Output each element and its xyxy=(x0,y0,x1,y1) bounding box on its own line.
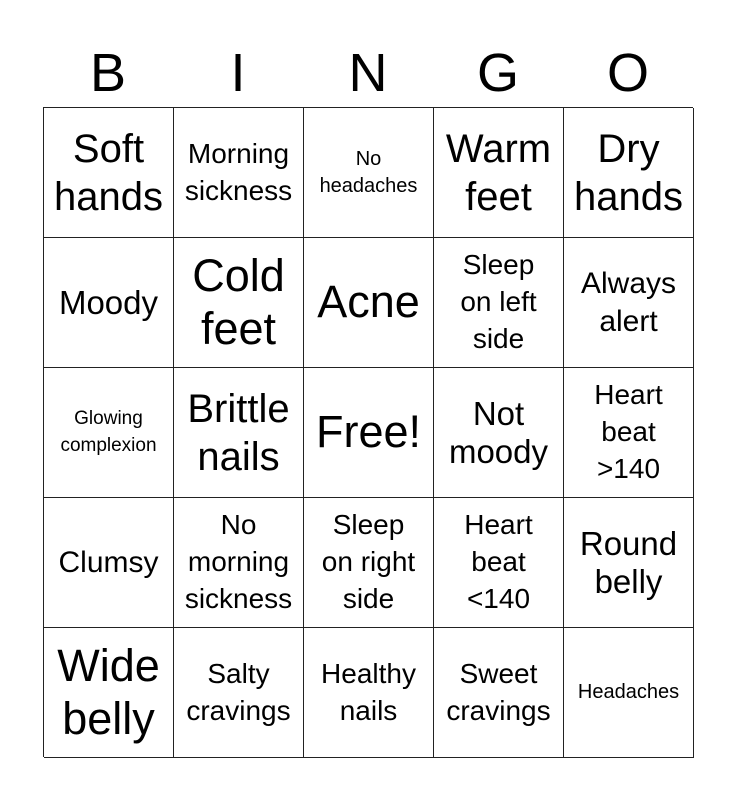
bingo-cell-label: Heart beat <140 xyxy=(464,509,533,614)
bingo-cell[interactable] xyxy=(44,368,174,498)
bingo-cell[interactable] xyxy=(304,108,434,238)
bingo-cell-label: Clumsy xyxy=(58,545,159,579)
bingo-cell[interactable] xyxy=(434,108,564,238)
bingo-cell-label: Sleep on left side xyxy=(460,249,537,354)
bingo-cell-label: Free! xyxy=(315,406,422,458)
bingo-cell[interactable] xyxy=(174,628,304,758)
bingo-cell[interactable] xyxy=(174,498,304,628)
header-letter-g: G xyxy=(476,43,519,103)
bingo-cell-label: Acne xyxy=(317,276,420,328)
header-letter-b: B xyxy=(89,43,127,103)
bingo-cell-label: Healthy nails xyxy=(321,657,416,726)
bingo-cell[interactable] xyxy=(304,498,434,628)
bingo-cell[interactable] xyxy=(564,108,694,238)
bingo-cell-label: Morning sickness xyxy=(184,137,293,206)
bingo-cell-label: Round belly xyxy=(579,524,678,600)
bingo-cell-label: Warm feet xyxy=(445,126,552,219)
bingo-header xyxy=(43,40,693,106)
bingo-cell[interactable] xyxy=(564,238,694,368)
bingo-card-grid xyxy=(43,107,693,757)
bingo-cell-label: Sleep on right side xyxy=(321,509,416,614)
bingo-cell-label: Wide belly xyxy=(57,639,160,744)
bingo-cell[interactable] xyxy=(304,238,434,368)
bingo-cell[interactable] xyxy=(564,368,694,498)
header-letter-o: O xyxy=(606,43,649,103)
bingo-cell[interactable] xyxy=(564,498,694,628)
bingo-cell-label: Glowing complexion xyxy=(60,407,157,456)
bingo-cell-label: Headaches xyxy=(577,681,680,703)
bingo-cell-label: Dry hands xyxy=(574,126,683,219)
bingo-cell[interactable] xyxy=(174,368,304,498)
bingo-cell[interactable] xyxy=(434,368,564,498)
bingo-cell-label: No headaches xyxy=(319,147,418,197)
bingo-cell[interactable] xyxy=(304,628,434,758)
bingo-cell[interactable] xyxy=(304,368,434,498)
bingo-cell[interactable] xyxy=(434,238,564,368)
header-letter-i: I xyxy=(230,43,246,103)
bingo-cell-label: Not moody xyxy=(448,394,549,470)
bingo-cell[interactable] xyxy=(44,108,174,238)
bingo-cell[interactable] xyxy=(44,238,174,368)
bingo-cell[interactable] xyxy=(564,628,694,758)
bingo-cell[interactable] xyxy=(434,498,564,628)
bingo-cell-label: Cold feet xyxy=(192,249,285,354)
bingo-cell-label: Soft hands xyxy=(54,126,163,219)
bingo-cell-label: Moody xyxy=(58,283,159,321)
bingo-cell-label: Brittle nails xyxy=(187,386,290,479)
bingo-cell[interactable] xyxy=(434,628,564,758)
bingo-cell[interactable] xyxy=(44,498,174,628)
bingo-cell[interactable] xyxy=(44,628,174,758)
header-letter-n: N xyxy=(348,43,388,103)
bingo-cell[interactable] xyxy=(174,238,304,368)
bingo-cell-label: Sweet cravings xyxy=(446,657,551,726)
bingo-cell[interactable] xyxy=(174,108,304,238)
bingo-cell-label: No morning sickness xyxy=(184,509,293,614)
bingo-cell-label: Salty cravings xyxy=(186,657,291,726)
bingo-cell-label: Heart beat >140 xyxy=(594,379,663,484)
bingo-cell-label: Always alert xyxy=(580,267,677,338)
